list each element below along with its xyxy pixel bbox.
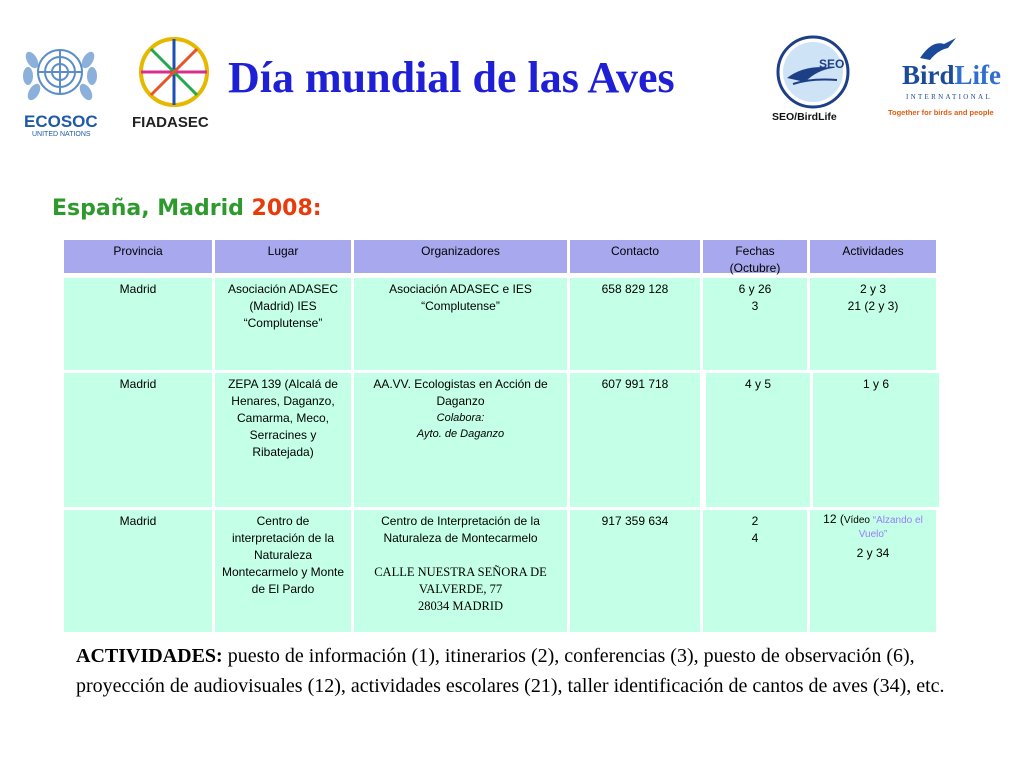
row3-actividades <box>810 510 936 632</box>
row1-actividades-line1: 2 y 3 <box>859 282 886 296</box>
row2-fechas: 4 y 5 <box>706 373 810 507</box>
row2-contacto: 607 991 718 <box>570 373 700 507</box>
row1-contacto: 658 829 128 <box>570 278 700 370</box>
row3-act-video: Vídeo <box>843 515 870 526</box>
row3-lugar: Centro de interpretación de la Naturaleza Montecarmelo y Monte de El Pardo <box>215 510 351 632</box>
row2-colabora-label: Colabora: <box>436 412 485 424</box>
birdlife-name-a: Bird <box>902 60 955 90</box>
row1-organizadores: Asociación ADASEC e IES “Complutense” <box>354 278 567 370</box>
video-link[interactable]: “Alzando el Vuelo” <box>858 515 923 540</box>
header-provincia: Provincia <box>64 240 212 273</box>
row3-fechas-line1: 2 <box>751 514 759 528</box>
row2-organizadores-text: AA.VV. Ecologistas en Acción de Daganzo <box>373 377 548 408</box>
row1-actividades-line2: 21 (2 y 3) <box>847 299 899 313</box>
row3-fechas <box>703 510 807 632</box>
row3-act-prefix: 12 ( <box>823 512 844 526</box>
row1-actividades <box>810 278 936 370</box>
ecosoc-sub: UNITED NATIONS <box>32 131 91 138</box>
row2-provincia: Madrid <box>64 373 212 507</box>
row1-lugar: Asociación ADASEC (Madrid) IES “Complutense” <box>215 278 351 370</box>
row3-fechas-line2: 4 <box>751 531 759 545</box>
row3-organizadores <box>354 510 567 632</box>
row1-fechas-line2: 3 <box>751 299 759 313</box>
header-contacto: Contacto <box>570 240 700 273</box>
birdlife-bird-icon <box>918 36 958 62</box>
row1-fechas <box>703 278 807 370</box>
fiadasec-name: FIADASEC <box>132 114 209 131</box>
header-fechas: Fechas (Octubre) <box>703 240 807 273</box>
subtitle <box>52 196 322 221</box>
header-organizadores: Organizadores <box>354 240 567 273</box>
row2-colabora: Ayto. de Daganzo <box>416 428 505 440</box>
page-title: Día mundial de las Aves <box>228 53 675 102</box>
activities-legend <box>76 641 1006 701</box>
row3-actividades-line2: 2 y 34 <box>856 546 890 560</box>
row3-contacto: 917 359 634 <box>570 510 700 632</box>
subtitle-place: España, Madrid <box>52 196 252 221</box>
legend-label: ACTIVIDADES: <box>76 645 223 667</box>
fiadasec-emblem-icon <box>134 34 214 110</box>
birdlife-logo <box>884 34 1020 124</box>
seo-inner-text: SEO <box>819 57 845 71</box>
row1-fechas-line1: 6 y 26 <box>738 282 772 296</box>
birdlife-sub: INTERNATIONAL <box>906 93 992 101</box>
row2-actividades: 1 y 6 <box>813 373 939 507</box>
ecosoc-logo <box>18 34 102 144</box>
legend-text: puesto de información (1), itinerarios (2), conferencias (3), puesto de observación (6), proyección de audiovisuales (12), actividades escolares (21), taller identificación de cantos de aves (34), etc. <box>76 645 945 697</box>
header-actividades: Actividades <box>810 240 936 273</box>
subtitle-year: 2008: <box>251 196 322 221</box>
fiadasec-logo <box>130 34 222 134</box>
seo-name: SEO/BirdLife <box>772 111 837 123</box>
ecosoc-name: ECOSOC <box>24 112 98 131</box>
birdlife-name-b: Life <box>954 60 1002 90</box>
header-lugar: Lugar <box>215 240 351 273</box>
seo-bird-icon <box>775 34 851 110</box>
row3-address-line1: CALLE NUESTRA SEÑORA DE VALVERDE, 77 <box>374 565 547 596</box>
birdlife-tagline: Together for birds and people <box>888 108 994 117</box>
seo-birdlife-logo <box>772 34 854 126</box>
row3-provincia: Madrid <box>64 510 212 632</box>
row2-organizadores <box>354 373 567 507</box>
row3-address-line2: 28034 MADRID <box>417 599 504 613</box>
row3-organizadores-text: Centro de Interpretación de la Naturaleza de Montecarmelo <box>381 514 540 545</box>
birdlife-name <box>902 60 1001 91</box>
row1-provincia: Madrid <box>64 278 212 370</box>
un-emblem-icon <box>18 34 102 114</box>
row2-lugar: ZEPA 139 (Alcalá de Henares, Daganzo, Camarma, Meco, Serracines y Ribatejada) <box>215 373 351 507</box>
